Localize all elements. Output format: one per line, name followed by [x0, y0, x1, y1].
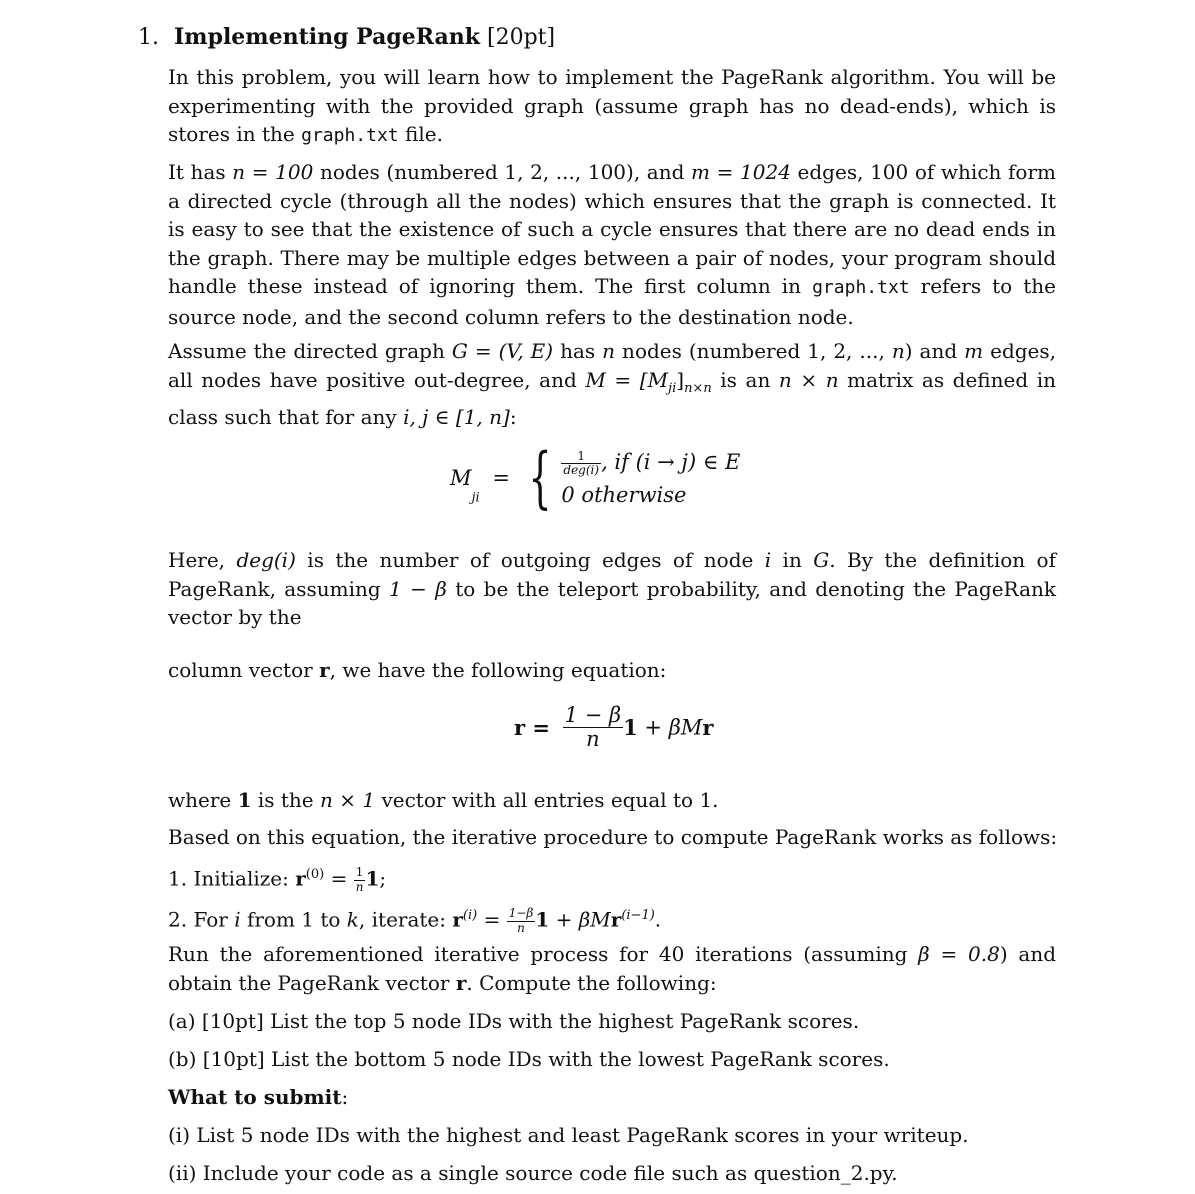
problem-heading [138, 24, 555, 50]
equals-sign: = [492, 466, 511, 490]
column-vector-line [168, 656, 666, 684]
assume-paragraph [168, 337, 1056, 432]
based-line: Based on this equation, the iterative procedure to compute PageRank works as follows: [168, 825, 1058, 849]
assume-text: nodes (numbered 1, 2, ..., [615, 339, 892, 363]
assume-text: edges, all nodes have positive out-degree, and [168, 339, 1057, 392]
assume-text: is an [711, 367, 779, 392]
graph-filename: graph.txt [812, 277, 910, 298]
case-one [561, 445, 740, 479]
superscript: (0) [305, 867, 325, 882]
edge-count-math: m = 1024 [691, 160, 791, 184]
step-text: , iterate: [358, 907, 453, 932]
submit-item-i: (i) List 5 node IDs with the highest and least PageRank scores in your writeup. [168, 1123, 969, 1147]
matrix-definition-equation [450, 439, 741, 516]
fraction-numerator: 1−β [508, 906, 534, 921]
equation-lhs: M [450, 466, 472, 490]
r-vector-math: r [452, 907, 463, 932]
step-text: ; [379, 866, 387, 891]
graph-filename: graph.txt [301, 125, 399, 146]
equals-sign: = [324, 866, 354, 891]
r-vector-math: r [455, 970, 467, 995]
item-b: (b) [10pt] List the bottom 5 node IDs with the lowest PageRank scores. [168, 1047, 890, 1071]
step-two [168, 902, 661, 935]
where-text: vector with all entries equal to 1. [375, 788, 719, 812]
ones-vector: 1 [535, 907, 550, 932]
here-paragraph [168, 546, 1056, 632]
r-vector-math: r [295, 866, 306, 891]
problem-title: Implementing PageRank [174, 24, 481, 50]
fraction-numerator: 1 [354, 866, 366, 880]
graph-desc-text: edges, 100 of which form a directed cycle (through all the nodes) which ensures that the graph is connected. It is easy to see that the existence of such a cycle ensures that there are no dead ends in the graph. There may be multiple edges between a pair of nodes, your program should handle these instead of ignoring them. The first column in [168, 160, 1056, 298]
assume-text: : [509, 405, 517, 429]
run-text: ) and obtain the PageRank vector [168, 942, 1056, 995]
equation-lhs-subscript: ji [471, 490, 480, 506]
superscript: (i) [462, 908, 478, 923]
run-paragraph [168, 940, 1056, 997]
n-math: n [891, 339, 905, 363]
graph-desc-text: It has [168, 160, 233, 184]
assume-text: ) and [904, 339, 965, 363]
n-math: n [602, 339, 616, 363]
i-math: i [234, 907, 241, 932]
beta-math: β = 0.8 [918, 942, 1000, 966]
step-text: from 1 to [240, 907, 347, 932]
step-two-fraction [507, 907, 536, 934]
fraction-denominator: n [586, 727, 600, 752]
where-line [168, 786, 719, 814]
matrix-math: M = [M [585, 367, 669, 392]
teleport-math: 1 − β [389, 576, 447, 601]
assume-text: matrix as defined in class such that for any [168, 367, 1057, 429]
column-text: , we have the following equation: [329, 658, 667, 682]
ones-vector: 1 [623, 715, 638, 741]
case-one-condition: , if (i → j) ∈ E [601, 450, 741, 474]
matrix-bracket: ] [676, 367, 685, 392]
fraction-numerator: 1 − β [564, 703, 622, 727]
step-text: 2. For [168, 907, 235, 932]
graph-desc-text: nodes (numbered 1, 2, ..., 100), and [313, 160, 692, 184]
ij-math: i, j ∈ [1, n] [403, 405, 510, 429]
node-count-math: n = 100 [232, 160, 314, 184]
case-one-fraction [561, 450, 601, 477]
column-text: column vector [168, 658, 320, 682]
where-text: is the [251, 788, 321, 812]
nxn-math: n × n [778, 367, 839, 392]
step-text: . [654, 907, 662, 932]
superscript: (i−1) [621, 908, 655, 923]
equation-rhs: + βM [637, 715, 703, 740]
problem-number: 1. [138, 25, 159, 50]
here-text: Here, [168, 548, 237, 572]
r-vector-math: r [702, 715, 714, 741]
fraction-numerator: 1 [561, 450, 601, 464]
assume-text: has [553, 339, 603, 363]
graph-math: G = (V, E) [451, 339, 554, 363]
g-math: G [813, 548, 830, 572]
dimension-math: n × 1 [320, 788, 376, 812]
item-a: (a) [10pt] List the top 5 node IDs with the highest PageRank scores. [168, 1009, 860, 1033]
where-text: where [168, 788, 238, 812]
i-math: i [764, 548, 772, 572]
pagerank-fraction [563, 704, 623, 751]
intro-text: In this problem, you will learn how to implement the PageRank algorithm. You will be experimenting with the provided graph (assume graph has no dead-ends), which is stores in the [168, 65, 1056, 146]
equals-sign: = [477, 907, 507, 932]
equation-rhs: + βM [549, 907, 611, 932]
fraction-denominator: n [355, 879, 364, 894]
cases-block [561, 445, 740, 511]
step-one [168, 861, 386, 894]
intro-paragraph [168, 63, 1056, 151]
submit-item-ii: (ii) Include your code as a single source code file such as question_2.py. [168, 1161, 898, 1185]
matrix-subscript: ji [668, 380, 677, 396]
submit-colon: : [341, 1085, 349, 1109]
run-text: . Compute the following: [466, 970, 717, 995]
case-two: 0 otherwise [561, 483, 687, 507]
equation-lhs: r = [514, 715, 550, 741]
here-text: in [771, 548, 814, 572]
assume-text: Assume the directed graph [168, 339, 452, 363]
here-text: to be the teleport probability, and denoting the PageRank vector by the [168, 576, 1056, 629]
deg-math: deg(i) [236, 548, 296, 572]
fraction-denominator: n [517, 920, 525, 935]
graph-description-paragraph [168, 158, 1056, 331]
r-vector-math: r [319, 658, 330, 682]
m-math: m [964, 339, 984, 363]
graph-desc-text: refers to the source node, and the second column refers to the destination node. [168, 274, 1056, 329]
here-text: . By the definition of PageRank, assuming [168, 548, 1056, 601]
curly-brace: { [528, 439, 552, 516]
matrix-size-subscript: n×n [684, 380, 712, 396]
ones-vector: 1 [237, 788, 252, 812]
submit-heading [168, 1083, 348, 1111]
k-math: k [346, 907, 359, 932]
fraction-denominator: deg(i) [563, 463, 600, 477]
r-vector-math: r [610, 907, 622, 932]
here-text: is the number of outgoing edges of node [295, 548, 765, 572]
submit-heading-text: What to submit [168, 1085, 342, 1109]
step-text: 1. Initialize: [168, 866, 296, 891]
problem-points: [20pt] [487, 25, 556, 50]
run-text: Run the aforementioned iterative process for 40 iterations (assuming [168, 942, 919, 966]
pagerank-equation [514, 704, 713, 751]
intro-text-end: file. [398, 122, 443, 146]
step-one-fraction [354, 866, 366, 893]
ones-vector: 1 [365, 866, 380, 891]
